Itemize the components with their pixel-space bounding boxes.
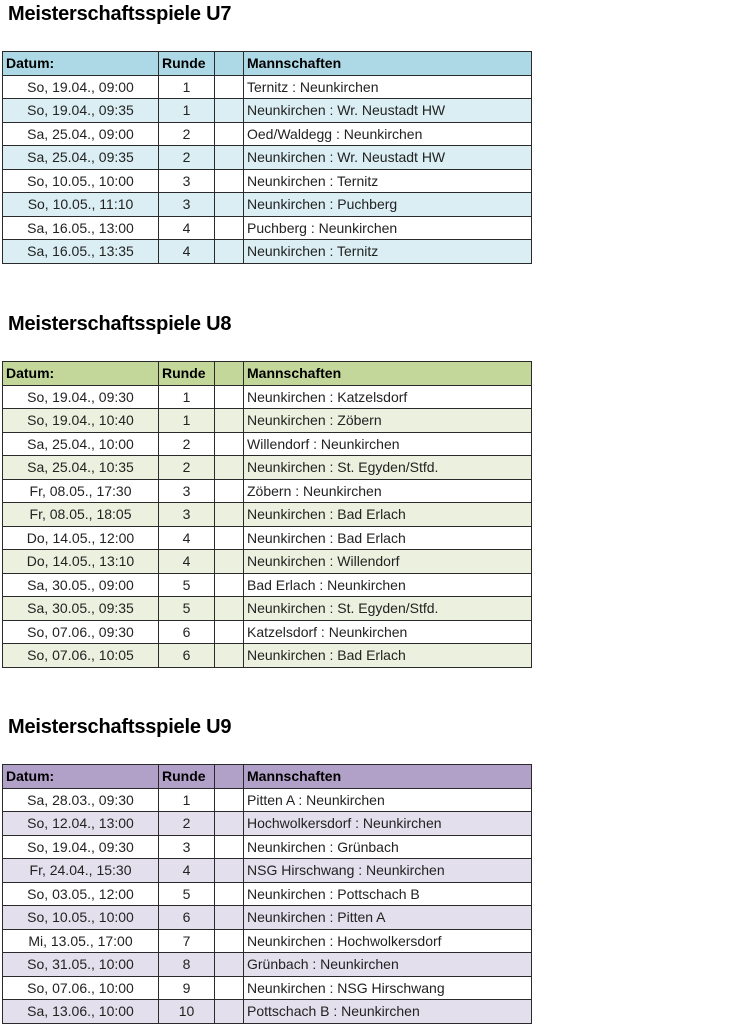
round-cell: 8 (159, 953, 215, 977)
table-row (3, 620, 532, 644)
empty-cell (215, 193, 244, 217)
round-cell: 2 (159, 146, 215, 170)
round-cell: 4 (159, 859, 215, 883)
empty-cell (215, 146, 244, 170)
table-row (3, 216, 532, 240)
teams-cell: Neunkirchen : Wr. Neustadt HW (244, 99, 532, 123)
round-cell: 10 (159, 1000, 215, 1024)
table-header-row (3, 765, 532, 789)
empty-cell (215, 432, 244, 456)
date-cell: Fr, 08.05., 18:05 (3, 503, 159, 527)
table-row (3, 193, 532, 217)
header-date: Datum: (3, 362, 159, 386)
empty-cell (215, 456, 244, 480)
teams-cell: Neunkirchen : Wr. Neustadt HW (244, 146, 532, 170)
table-row (3, 456, 532, 480)
empty-cell (215, 526, 244, 550)
section-title-u8: Meisterschaftsspiele U8 (8, 313, 232, 335)
table-row (3, 644, 532, 668)
date-cell: So, 19.04., 09:30 (3, 385, 159, 409)
date-cell: Do, 14.05., 13:10 (3, 550, 159, 574)
table-row (3, 1000, 532, 1024)
teams-cell: Zöbern : Neunkirchen (244, 479, 532, 503)
round-cell: 3 (159, 503, 215, 527)
teams-cell: Pitten A : Neunkirchen (244, 788, 532, 812)
empty-cell (215, 835, 244, 859)
round-cell: 1 (159, 385, 215, 409)
section-title-u9: Meisterschaftsspiele U9 (8, 716, 232, 738)
header-empty (215, 362, 244, 386)
empty-cell (215, 882, 244, 906)
date-cell: So, 10.05., 11:10 (3, 193, 159, 217)
table-row (3, 573, 532, 597)
teams-cell: Neunkirchen : Puchberg (244, 193, 532, 217)
round-cell: 9 (159, 976, 215, 1000)
date-cell: So, 19.04., 09:35 (3, 99, 159, 123)
round-cell: 7 (159, 929, 215, 953)
header-date: Datum: (3, 765, 159, 789)
teams-cell: Neunkirchen : Ternitz (244, 169, 532, 193)
round-cell: 6 (159, 644, 215, 668)
round-cell: 3 (159, 835, 215, 859)
round-cell: 6 (159, 906, 215, 930)
date-cell: So, 31.05., 10:00 (3, 953, 159, 977)
empty-cell (215, 644, 244, 668)
empty-cell (215, 929, 244, 953)
date-cell: So, 19.04., 09:00 (3, 75, 159, 99)
round-cell: 5 (159, 597, 215, 621)
table-row (3, 75, 532, 99)
round-cell: 3 (159, 169, 215, 193)
round-cell: 2 (159, 432, 215, 456)
table-row (3, 122, 532, 146)
empty-cell (215, 75, 244, 99)
empty-cell (215, 503, 244, 527)
date-cell: Fr, 24.04., 15:30 (3, 859, 159, 883)
empty-cell (215, 216, 244, 240)
date-cell: So, 19.04., 10:40 (3, 409, 159, 433)
empty-cell (215, 597, 244, 621)
table-row (3, 953, 532, 977)
table-row (3, 385, 532, 409)
teams-cell: Katzelsdorf : Neunkirchen (244, 620, 532, 644)
empty-cell (215, 240, 244, 264)
table-row (3, 526, 532, 550)
teams-cell: Neunkirchen : Grünbach (244, 835, 532, 859)
teams-cell: Oed/Waldegg : Neunkirchen (244, 122, 532, 146)
header-round: Runde (159, 52, 215, 76)
round-cell: 4 (159, 526, 215, 550)
empty-cell (215, 573, 244, 597)
table-row (3, 409, 532, 433)
teams-cell: NSG Hirschwang : Neunkirchen (244, 859, 532, 883)
schedule-table-u9 (2, 764, 532, 1024)
date-cell: Sa, 25.04., 10:35 (3, 456, 159, 480)
date-cell: Sa, 25.04., 10:00 (3, 432, 159, 456)
round-cell: 1 (159, 75, 215, 99)
header-empty (215, 765, 244, 789)
teams-cell: Neunkirchen : Katzelsdorf (244, 385, 532, 409)
header-teams: Mannschaften (244, 765, 532, 789)
date-cell: Sa, 25.04., 09:00 (3, 122, 159, 146)
empty-cell (215, 906, 244, 930)
table-row (3, 550, 532, 574)
round-cell: 2 (159, 812, 215, 836)
table-row (3, 503, 532, 527)
date-cell: Sa, 28.03., 09:30 (3, 788, 159, 812)
date-cell: So, 10.05., 10:00 (3, 169, 159, 193)
teams-cell: Pottschach B : Neunkirchen (244, 1000, 532, 1024)
empty-cell (215, 169, 244, 193)
round-cell: 6 (159, 620, 215, 644)
date-cell: So, 03.05., 12:00 (3, 882, 159, 906)
round-cell: 4 (159, 240, 215, 264)
empty-cell (215, 385, 244, 409)
teams-cell: Willendorf : Neunkirchen (244, 432, 532, 456)
teams-cell: Neunkirchen : NSG Hirschwang (244, 976, 532, 1000)
table-row (3, 859, 532, 883)
date-cell: Sa, 25.04., 09:35 (3, 146, 159, 170)
date-cell: Sa, 16.05., 13:00 (3, 216, 159, 240)
table-row (3, 146, 532, 170)
teams-cell: Neunkirchen : St. Egyden/Stfd. (244, 597, 532, 621)
schedule-table-u8 (2, 361, 532, 668)
teams-cell: Bad Erlach : Neunkirchen (244, 573, 532, 597)
date-cell: Sa, 30.05., 09:00 (3, 573, 159, 597)
date-cell: Mi, 13.05., 17:00 (3, 929, 159, 953)
teams-cell: Neunkirchen : Zöbern (244, 409, 532, 433)
teams-cell: Grünbach : Neunkirchen (244, 953, 532, 977)
table-row (3, 812, 532, 836)
table-row (3, 882, 532, 906)
header-empty (215, 52, 244, 76)
table-row (3, 835, 532, 859)
date-cell: Fr, 08.05., 17:30 (3, 479, 159, 503)
table-row (3, 597, 532, 621)
date-cell: Sa, 13.06., 10:00 (3, 1000, 159, 1024)
empty-cell (215, 99, 244, 123)
date-cell: Sa, 30.05., 09:35 (3, 597, 159, 621)
header-teams: Mannschaften (244, 52, 532, 76)
header-round: Runde (159, 765, 215, 789)
teams-cell: Neunkirchen : Ternitz (244, 240, 532, 264)
teams-cell: Hochwolkersdorf : Neunkirchen (244, 812, 532, 836)
empty-cell (215, 479, 244, 503)
empty-cell (215, 409, 244, 433)
empty-cell (215, 976, 244, 1000)
round-cell: 2 (159, 122, 215, 146)
date-cell: So, 07.06., 10:05 (3, 644, 159, 668)
schedule-table-u7 (2, 51, 532, 264)
teams-cell: Neunkirchen : Bad Erlach (244, 503, 532, 527)
teams-cell: Puchberg : Neunkirchen (244, 216, 532, 240)
header-round: Runde (159, 362, 215, 386)
table-header-row (3, 52, 532, 76)
table-row (3, 479, 532, 503)
table-row (3, 929, 532, 953)
section-title-u7: Meisterschaftsspiele U7 (8, 3, 232, 25)
empty-cell (215, 122, 244, 146)
date-cell: So, 12.04., 13:00 (3, 812, 159, 836)
empty-cell (215, 1000, 244, 1024)
date-cell: So, 10.05., 10:00 (3, 906, 159, 930)
date-cell: So, 07.06., 09:30 (3, 620, 159, 644)
teams-cell: Neunkirchen : Hochwolkersdorf (244, 929, 532, 953)
empty-cell (215, 859, 244, 883)
teams-cell: Neunkirchen : Pottschach B (244, 882, 532, 906)
table-row (3, 99, 532, 123)
table-row (3, 240, 532, 264)
header-teams: Mannschaften (244, 362, 532, 386)
teams-cell: Neunkirchen : Bad Erlach (244, 526, 532, 550)
round-cell: 4 (159, 550, 215, 574)
date-cell: Do, 14.05., 12:00 (3, 526, 159, 550)
table-row (3, 976, 532, 1000)
empty-cell (215, 550, 244, 574)
table-row (3, 169, 532, 193)
empty-cell (215, 620, 244, 644)
round-cell: 3 (159, 479, 215, 503)
round-cell: 1 (159, 409, 215, 433)
round-cell: 1 (159, 99, 215, 123)
table-row (3, 906, 532, 930)
empty-cell (215, 953, 244, 977)
header-date: Datum: (3, 52, 159, 76)
round-cell: 5 (159, 882, 215, 906)
round-cell: 2 (159, 456, 215, 480)
teams-cell: Neunkirchen : Pitten A (244, 906, 532, 930)
date-cell: So, 19.04., 09:30 (3, 835, 159, 859)
round-cell: 1 (159, 788, 215, 812)
teams-cell: Neunkirchen : St. Egyden/Stfd. (244, 456, 532, 480)
teams-cell: Neunkirchen : Bad Erlach (244, 644, 532, 668)
table-row (3, 432, 532, 456)
date-cell: Sa, 16.05., 13:35 (3, 240, 159, 264)
round-cell: 4 (159, 216, 215, 240)
empty-cell (215, 812, 244, 836)
teams-cell: Neunkirchen : Willendorf (244, 550, 532, 574)
round-cell: 3 (159, 193, 215, 217)
date-cell: So, 07.06., 10:00 (3, 976, 159, 1000)
empty-cell (215, 788, 244, 812)
teams-cell: Ternitz : Neunkirchen (244, 75, 532, 99)
round-cell: 5 (159, 573, 215, 597)
table-header-row (3, 362, 532, 386)
table-row (3, 788, 532, 812)
